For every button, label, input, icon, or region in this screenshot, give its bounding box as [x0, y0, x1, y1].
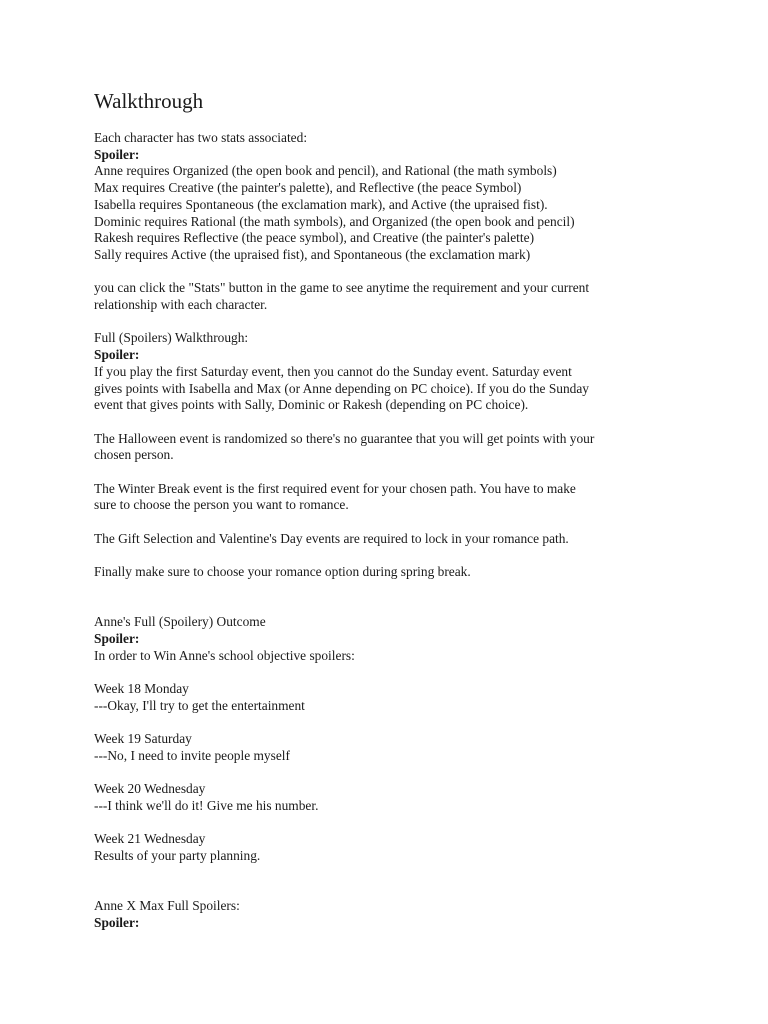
requirements-list	[94, 163, 734, 263]
paragraph-line: chosen person.	[94, 447, 174, 463]
week-detail: Results of your party planning.	[94, 848, 261, 864]
paragraph-line: The Halloween event is randomized so there's no guarantee that you will get points with your	[94, 430, 595, 446]
stats-note-line: you can click the "Stats" button in the game to see anytime the requirement and your current	[94, 280, 590, 296]
spoiler-label: Spoiler:	[94, 146, 140, 162]
paragraph-line: sure to choose the person you want to romance.	[94, 497, 349, 513]
week-entry	[94, 731, 734, 764]
anne-outcome-heading: Anne's Full (Spoilery) Outcome	[94, 614, 266, 630]
week-entry	[94, 831, 734, 864]
requirement-line: Rakesh requires Reflective (the peace symbol), and Creative (the painter's palette)	[94, 230, 535, 246]
document-page	[94, 88, 734, 932]
requirement-line: Dominic requires Rational (the math symbols), and Organized (the open book and pencil)	[94, 213, 575, 229]
anne-max-heading: Anne X Max Full Spoilers:	[94, 898, 240, 914]
anne-intro: In order to Win Anne's school objective spoilers:	[94, 647, 355, 663]
page-title: Walkthrough	[94, 89, 204, 113]
paragraph-line: event that gives points with Sally, Dominic or Rakesh (depending on PC choice).	[94, 397, 529, 413]
paragraph-line: If you play the first Saturday event, then you cannot do the Sunday event. Saturday event	[94, 363, 572, 379]
walkthrough-paragraph	[94, 431, 734, 464]
week-label: Week 18 Monday	[94, 681, 189, 697]
week-entry	[94, 681, 734, 714]
spoiler-label: Spoiler:	[94, 630, 140, 646]
paragraph-line: The Winter Break event is the first required event for your chosen path. You have to make	[94, 480, 576, 496]
requirement-line: Max requires Creative (the painter's palette), and Reflective (the peace Symbol)	[94, 180, 522, 196]
spoiler-label: Spoiler:	[94, 347, 140, 363]
stats-note-line: relationship with each character.	[94, 297, 268, 313]
week-label: Week 19 Saturday	[94, 731, 192, 747]
paragraph-line: The Gift Selection and Valentine's Day events are required to lock in your romance path.	[94, 530, 569, 546]
walkthrough-paragraph	[94, 481, 734, 514]
week-detail: ---Okay, I'll try to get the entertainment	[94, 697, 305, 713]
spoiler-label: Spoiler:	[94, 914, 140, 930]
requirement-line: Isabella requires Spontaneous (the exclamation mark), and Active (the upraised fist).	[94, 196, 548, 212]
full-walkthrough-heading: Full (Spoilers) Walkthrough:	[94, 330, 249, 346]
walkthrough-paragraph	[94, 364, 734, 414]
requirement-line: Sally requires Active (the upraised fist), and Spontaneous (the exclamation mark)	[94, 246, 531, 262]
stats-note	[94, 280, 734, 313]
week-label: Week 20 Wednesday	[94, 781, 206, 797]
week-detail: ---I think we'll do it! Give me his number.	[94, 797, 319, 813]
walkthrough-paragraph	[94, 531, 734, 548]
requirement-line: Anne requires Organized (the open book and pencil), and Rational (the math symbols)	[94, 163, 557, 179]
week-detail: ---No, I need to invite people myself	[94, 747, 290, 763]
week-label: Week 21 Wednesday	[94, 831, 206, 847]
walkthrough-paragraph	[94, 564, 734, 581]
paragraph-line: Finally make sure to choose your romance option during spring break.	[94, 564, 471, 580]
week-entry	[94, 781, 734, 814]
intro-text: Each character has two stats associated:	[94, 130, 308, 145]
paragraph-line: gives points with Isabella and Max (or Anne depending on PC choice). If you do the Sunday	[94, 380, 589, 396]
